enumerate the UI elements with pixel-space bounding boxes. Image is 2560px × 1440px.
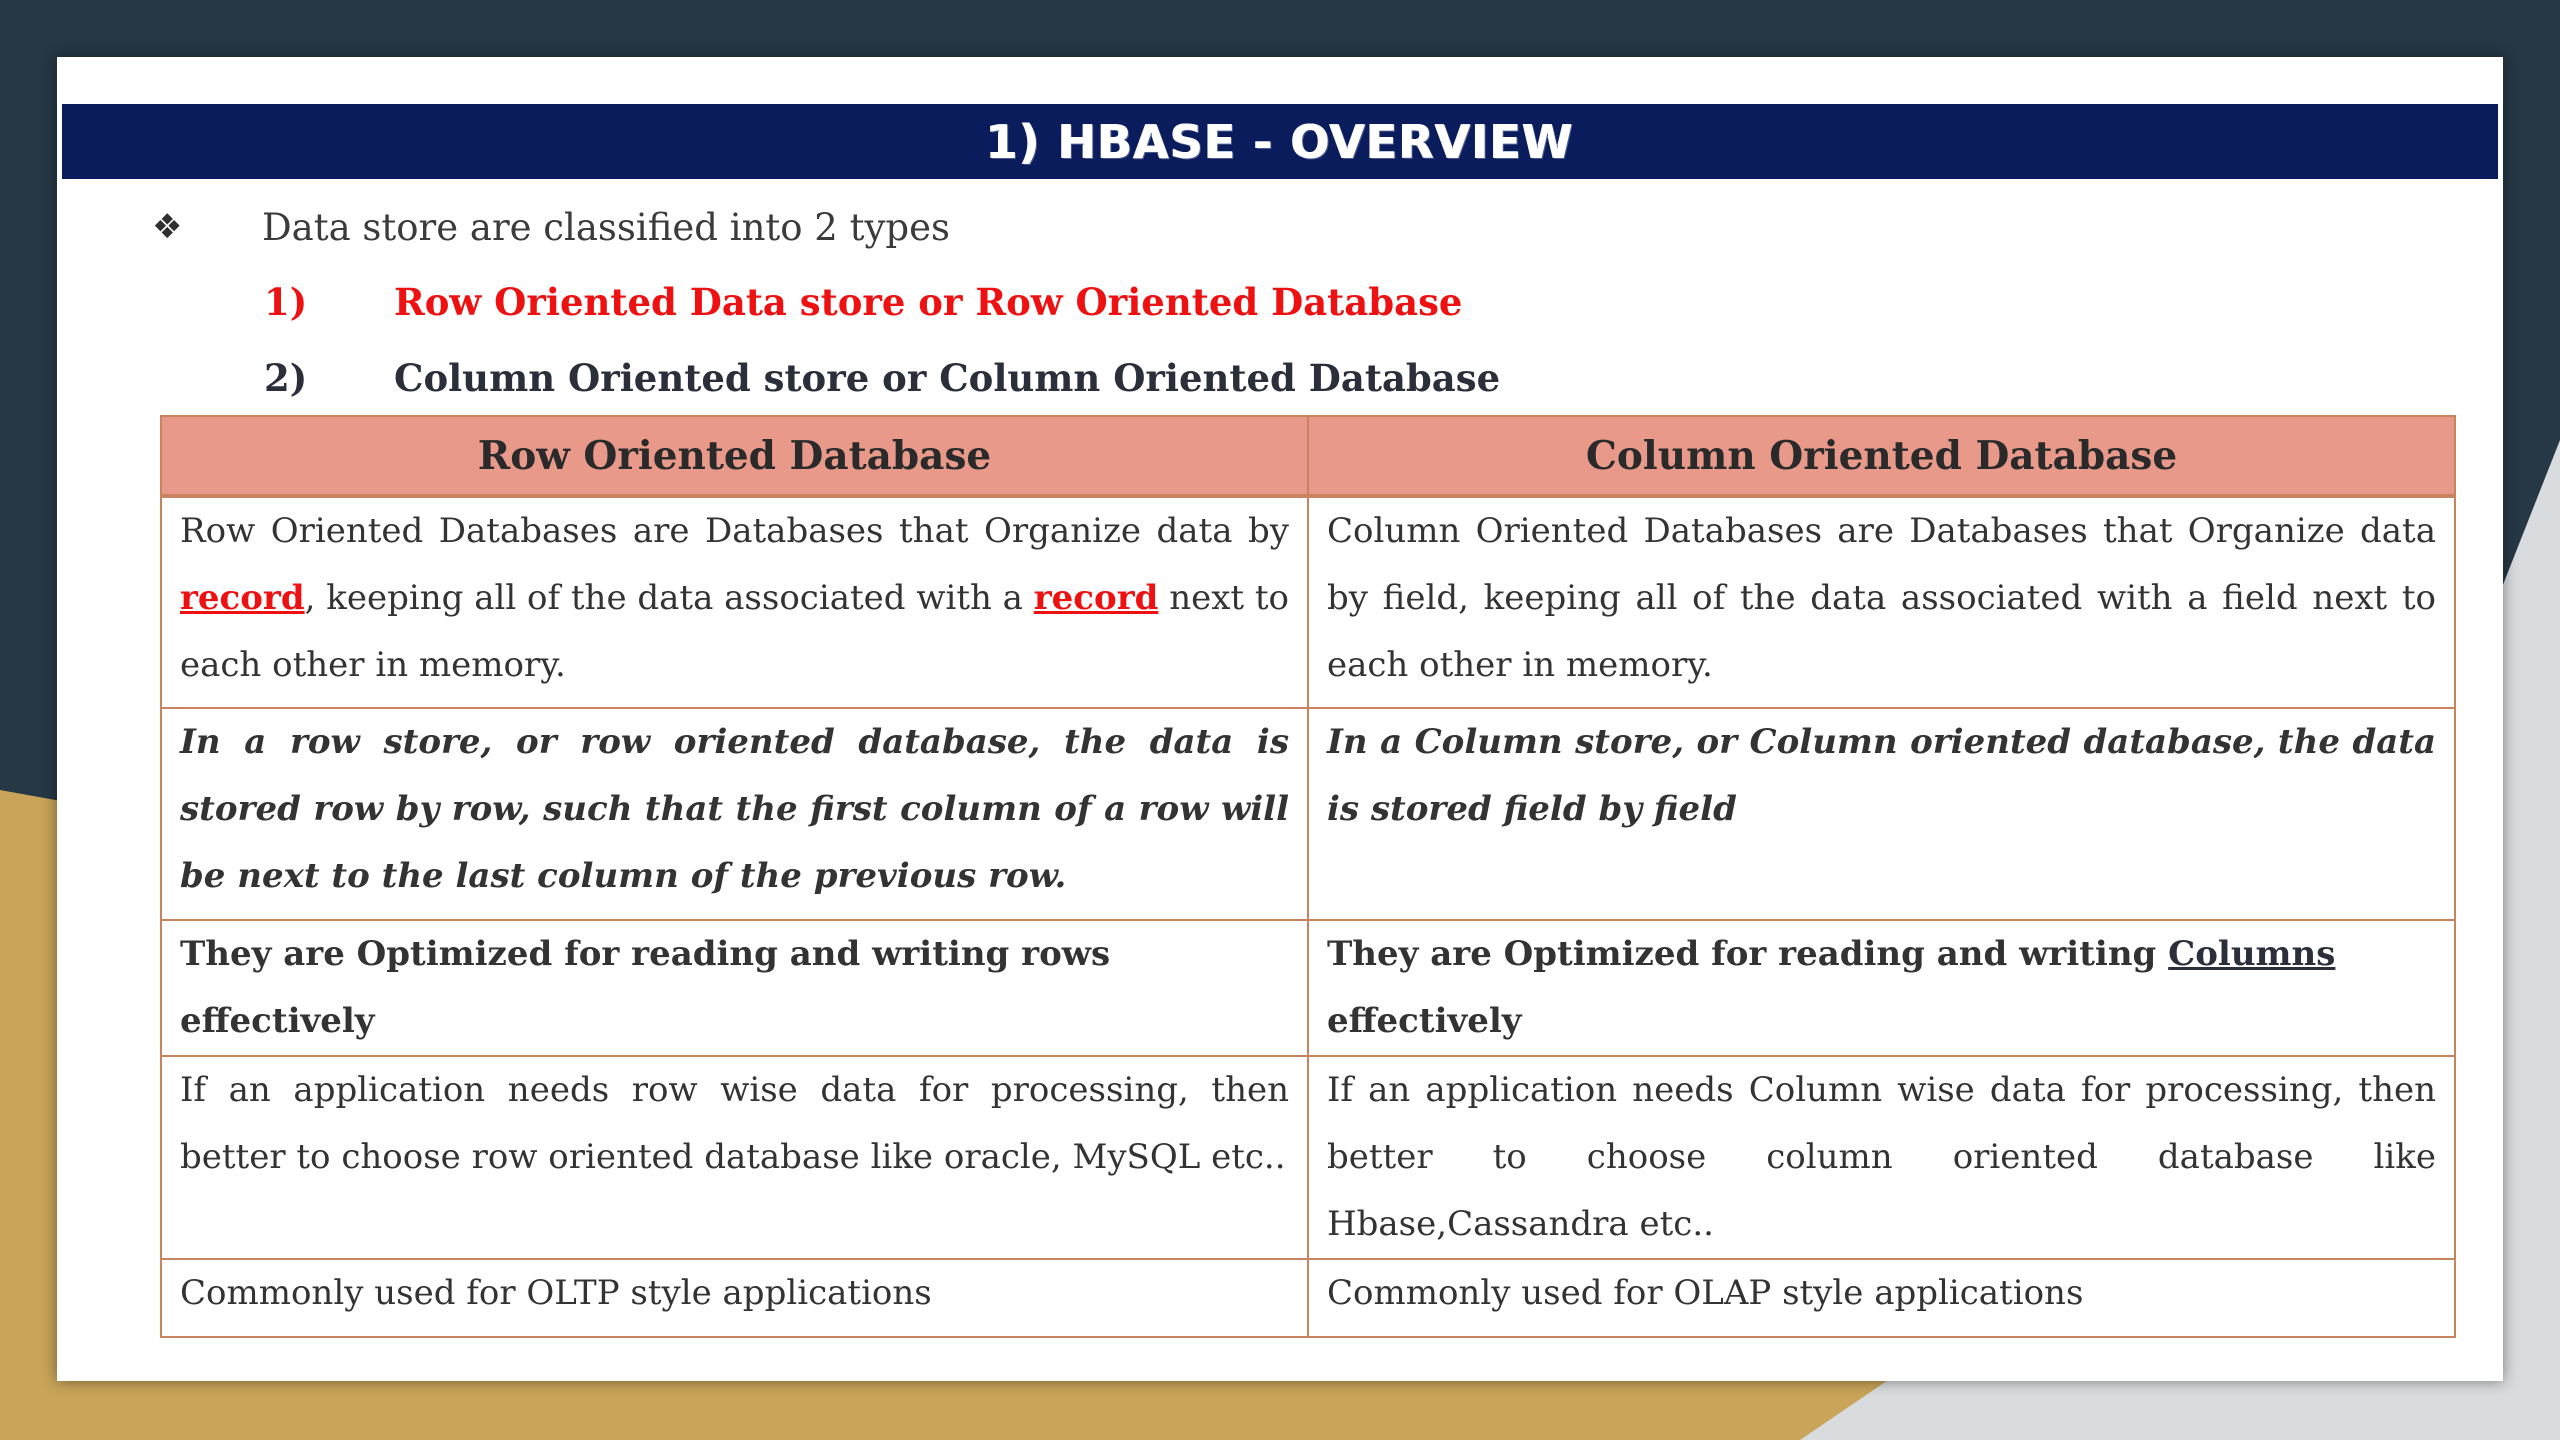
- list-item-number: 2): [264, 356, 308, 400]
- cell-text: They are Optimized for reading and writing: [1327, 934, 2169, 974]
- table-row: [161, 708, 2455, 920]
- table-cell-row-usecase: If an application needs row wise data for processing, then better to choose row oriented database like oracle, MySQL etc..: [161, 1056, 1308, 1259]
- cell-text: next to each other in memory.: [180, 578, 1289, 685]
- table-row: [161, 1259, 2455, 1337]
- cell-text: effectively: [1327, 1001, 1522, 1041]
- keyword-columns: Columns: [2168, 934, 2336, 974]
- table-row: [161, 496, 2455, 708]
- slide-title: 1) HBASE - OVERVIEW: [985, 114, 1575, 169]
- table-cell-row-definition: [161, 496, 1308, 708]
- table-cell-column-storage: In a Column store, or Column oriented database, the data is stored field by field: [1308, 708, 2455, 920]
- keyword-record: record: [1033, 578, 1159, 618]
- table-cell-row-oltp: Commonly used for OLTP style applications: [161, 1259, 1308, 1337]
- comparison-table: [160, 415, 2456, 1338]
- list-item-row-oriented: [264, 271, 1462, 333]
- header-column-oriented: Column Oriented Database: [1308, 416, 2455, 496]
- table-cell-column-optimization: [1308, 920, 2455, 1056]
- list-item-number: 1): [264, 280, 308, 324]
- intro-bullet-text: Data store are classified into 2 types: [262, 205, 950, 249]
- table-cell-column-usecase: If an application needs Column wise data for processing, then better to choose column oriented database like Hbase,Cassandra etc..: [1308, 1056, 2455, 1259]
- slide-canvas: [57, 57, 2503, 1381]
- list-item-text: Column Oriented store or Column Oriented Database: [394, 356, 1501, 400]
- table-cell-row-storage: In a row store, or row oriented database, the data is stored row by row, such that the first column of a row will be next to the last column of the previous row.: [161, 708, 1308, 920]
- table-cell-row-optimization: They are Optimized for reading and writing rows effectively: [161, 920, 1308, 1056]
- table-header-row: [161, 416, 2455, 496]
- diamond-bullet-icon: ❖: [152, 207, 183, 247]
- table-row: [161, 1056, 2455, 1259]
- table-cell-column-definition: Column Oriented Databases are Databases that Organize data by field, keeping all of the data associated with a field next to each other in memory.: [1308, 496, 2455, 708]
- header-row-oriented: Row Oriented Database: [161, 416, 1308, 496]
- cell-text: Row Oriented Databases are Databases that Organize data by: [180, 511, 1289, 551]
- list-item-text: Row Oriented Data store or Row Oriented Database: [394, 280, 1463, 324]
- intro-bullet: [152, 197, 950, 257]
- cell-text: , keeping all of the data associated with a: [304, 578, 1034, 618]
- table-cell-column-olap: Commonly used for OLAP style applications: [1308, 1259, 2455, 1337]
- list-item-column-oriented: [264, 347, 1500, 409]
- title-bar: [62, 104, 2498, 179]
- table-row: [161, 920, 2455, 1056]
- keyword-record: record: [180, 578, 305, 618]
